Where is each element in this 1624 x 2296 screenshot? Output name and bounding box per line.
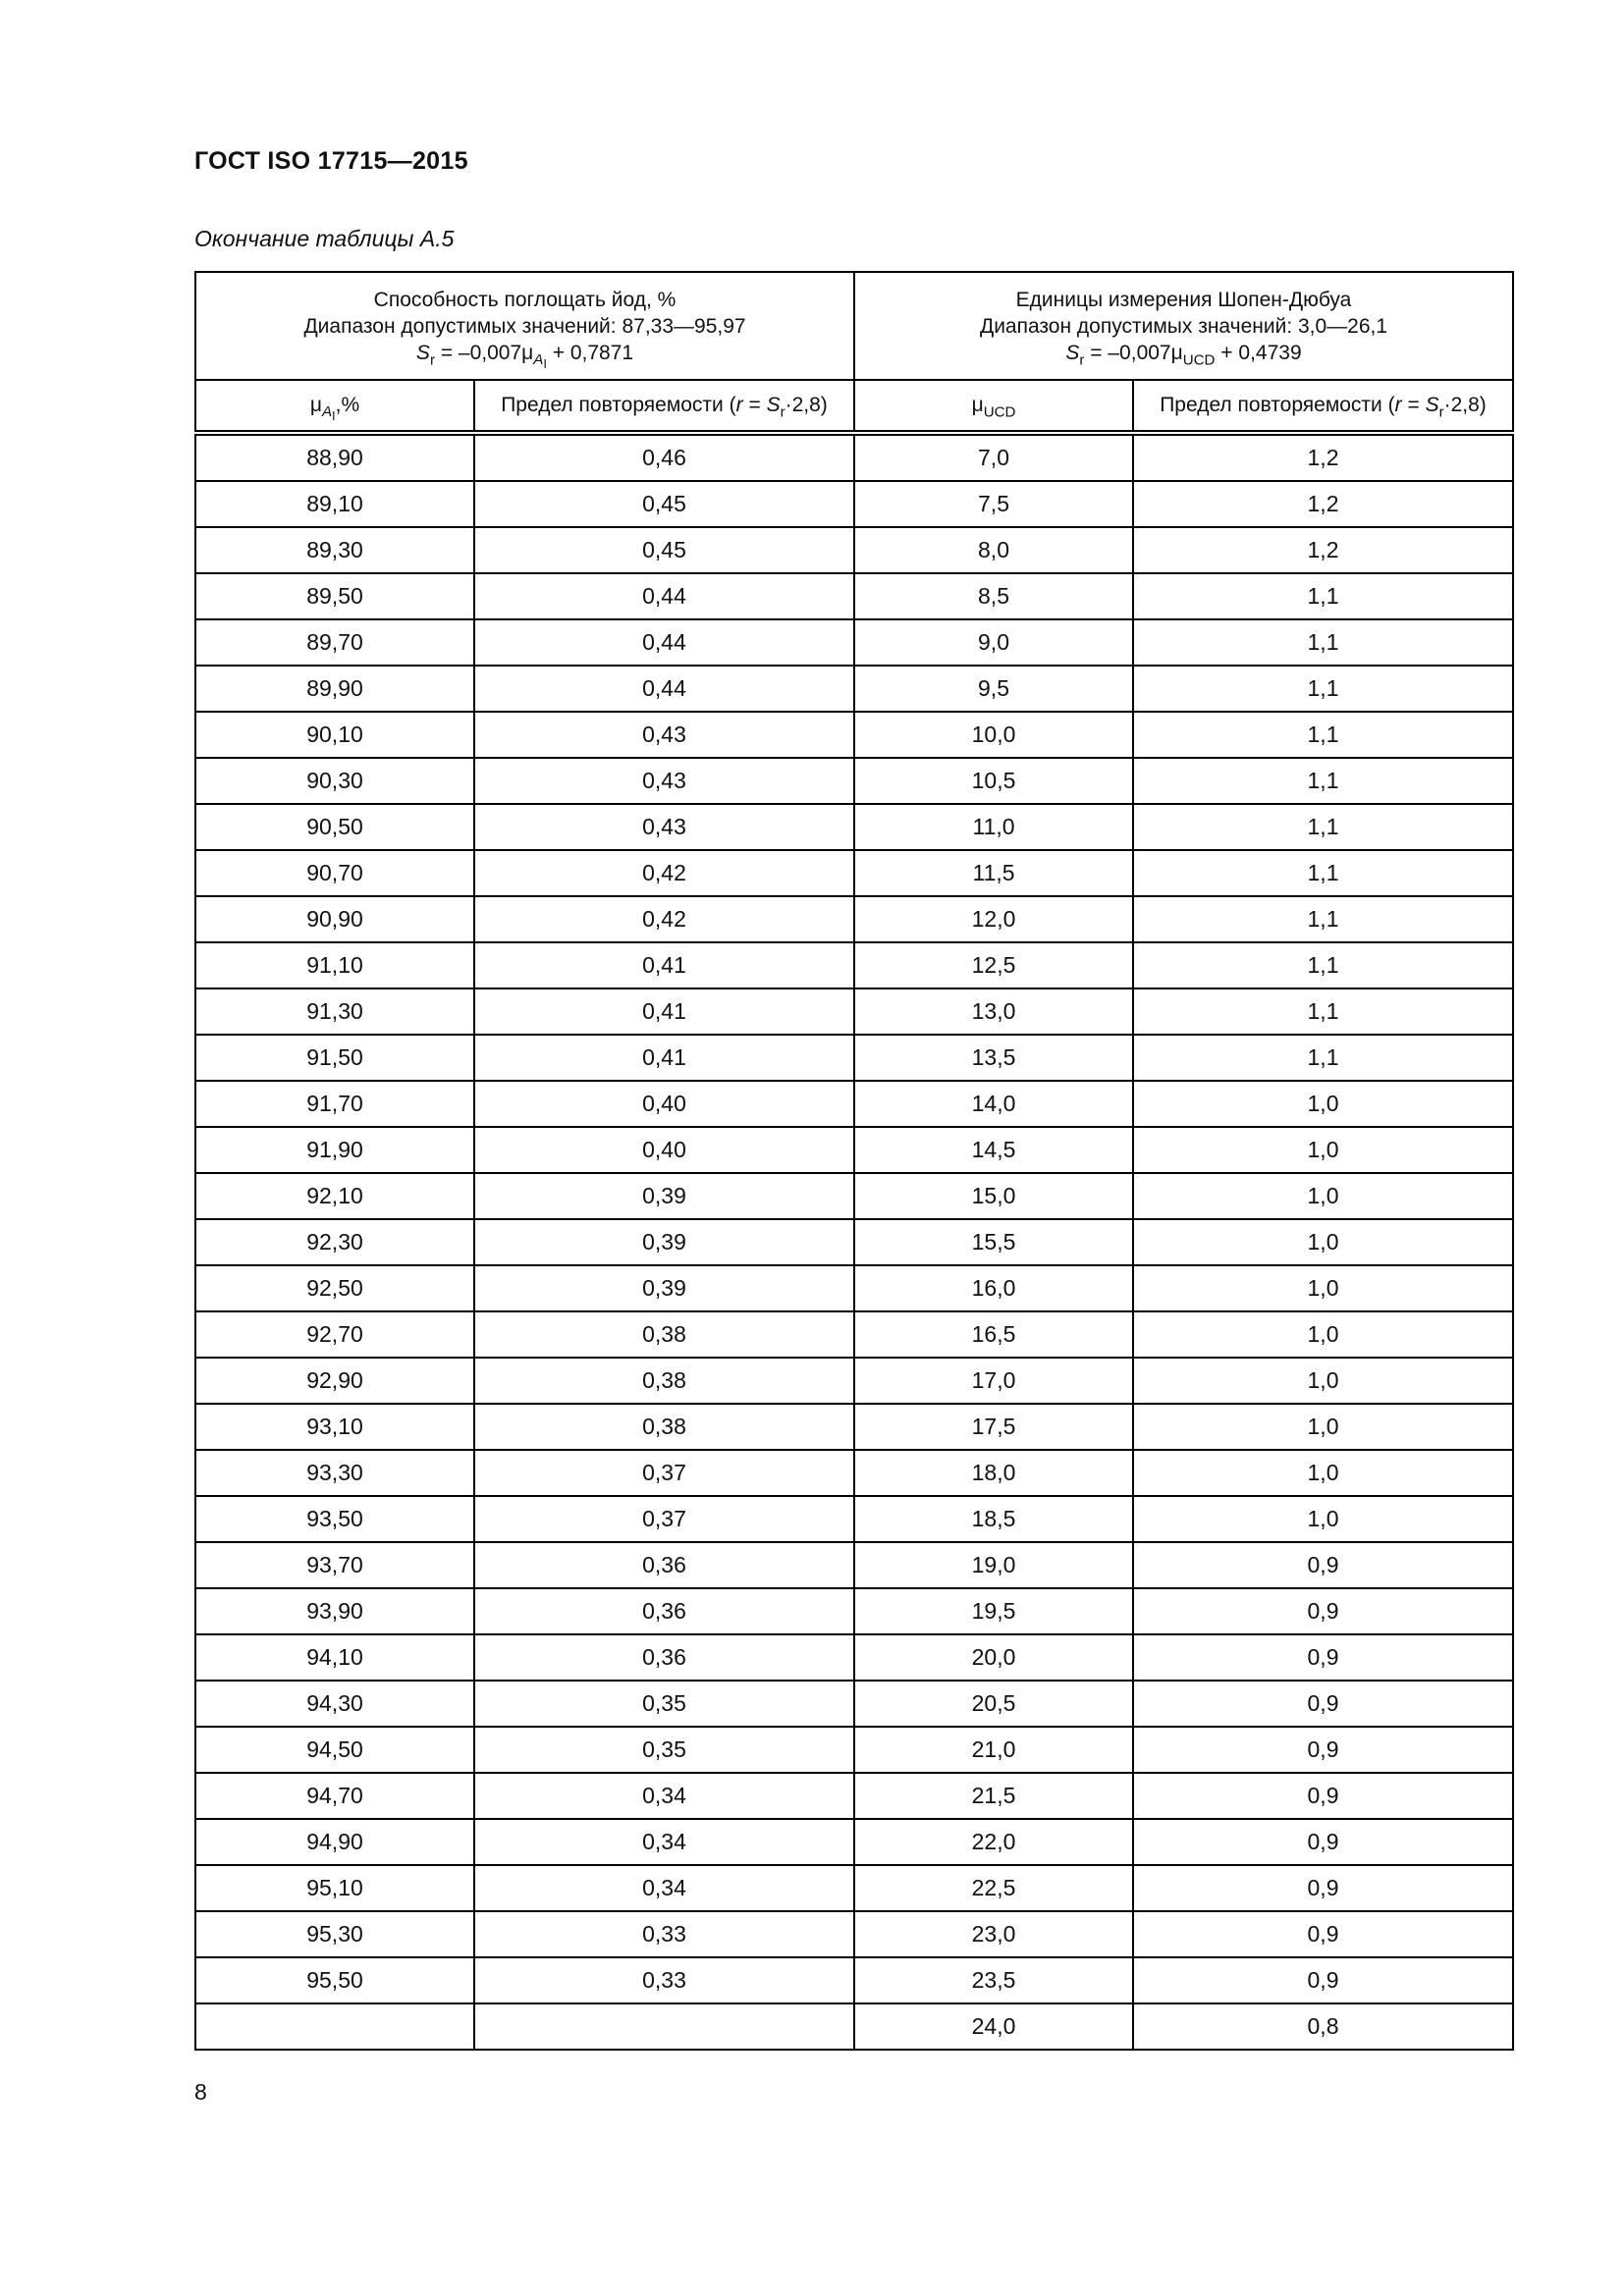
cell-repeatability-left: 0,36	[474, 1634, 854, 1681]
cell-repeatability-right: 1,1	[1133, 758, 1513, 804]
cell-repeatability-left: 0,40	[474, 1127, 854, 1173]
cell-repeatability-right: 0,9	[1133, 1957, 1513, 2003]
cell-repeatability-left: 0,36	[474, 1588, 854, 1634]
table-row	[195, 1588, 1513, 1634]
cell-mu-ucd: 11,5	[854, 850, 1133, 896]
cell-mu-ai: 88,90	[195, 433, 474, 481]
cell-mu-ai: 93,50	[195, 1496, 474, 1542]
cell-mu-ai: 93,10	[195, 1404, 474, 1450]
cell-repeatability-left: 0,44	[474, 619, 854, 666]
cell-repeatability-right: 1,1	[1133, 896, 1513, 942]
cell-repeatability-right: 1,2	[1133, 481, 1513, 527]
cell-mu-ucd: 14,5	[854, 1127, 1133, 1173]
cell-mu-ucd: 13,5	[854, 1035, 1133, 1081]
table-row	[195, 1311, 1513, 1358]
table-row	[195, 1634, 1513, 1681]
cell-repeatability-right: 1,0	[1133, 1358, 1513, 1404]
cell-mu-ai: 94,30	[195, 1681, 474, 1727]
table-row	[195, 988, 1513, 1035]
table-row	[195, 619, 1513, 666]
cell-mu-ai: 92,30	[195, 1219, 474, 1265]
cell-repeatability-right: 0,9	[1133, 1727, 1513, 1773]
cell-repeatability-right: 1,1	[1133, 942, 1513, 988]
table-row	[195, 1681, 1513, 1727]
table-row	[195, 1265, 1513, 1311]
cell-mu-ai: 91,10	[195, 942, 474, 988]
cell-mu-ucd: 20,5	[854, 1681, 1133, 1727]
cell-mu-ucd: 21,5	[854, 1773, 1133, 1819]
cell-repeatability-right: 1,0	[1133, 1219, 1513, 1265]
cell-mu-ai: 93,90	[195, 1588, 474, 1634]
cell-repeatability-left: 0,45	[474, 527, 854, 573]
cell-repeatability-left: 0,34	[474, 1819, 854, 1865]
table-row	[195, 481, 1513, 527]
col-header-repeatability-left: Предел повторяемости $(r = S_r\cdot 2,8)$	[474, 380, 854, 433]
cell-repeatability-left: 0,43	[474, 712, 854, 758]
group-left-formula: $S_r = -0,007\mu_{A_I} + 0,7871$	[415, 341, 634, 371]
cell-repeatability-right: 1,0	[1133, 1173, 1513, 1219]
table-row	[195, 850, 1513, 896]
cell-repeatability-left: 0,45	[474, 481, 854, 527]
cell-mu-ai: 95,30	[195, 1911, 474, 1957]
cell-repeatability-right: 0,9	[1133, 1681, 1513, 1727]
table-row	[195, 527, 1513, 573]
cell-mu-ucd: 11,0	[854, 804, 1133, 850]
cell-repeatability-right: 1,1	[1133, 619, 1513, 666]
cell-mu-ucd: 10,0	[854, 712, 1133, 758]
table-row	[195, 1957, 1513, 2003]
cell-repeatability-right: 1,1	[1133, 1035, 1513, 1081]
col-header-repeatability-right: Предел повторяемости $(r = S_r\cdot 2,8)$	[1133, 380, 1513, 433]
cell-mu-ai: 90,10	[195, 712, 474, 758]
cell-mu-ai: 90,90	[195, 896, 474, 942]
table-row	[195, 433, 1513, 481]
cell-repeatability-left: 0,35	[474, 1681, 854, 1727]
cell-mu-ai: 94,90	[195, 1819, 474, 1865]
cell-mu-ai: 93,30	[195, 1450, 474, 1496]
cell-repeatability-right: 1,1	[1133, 573, 1513, 619]
cell-repeatability-right: 1,1	[1133, 988, 1513, 1035]
cell-mu-ai: 89,90	[195, 666, 474, 712]
cell-repeatability-left: 0,33	[474, 1957, 854, 2003]
cell-mu-ucd: 9,5	[854, 666, 1133, 712]
cell-repeatability-right: 0,9	[1133, 1911, 1513, 1957]
cell-mu-ucd: 19,0	[854, 1542, 1133, 1588]
table-row	[195, 573, 1513, 619]
group-header-row	[195, 272, 1513, 380]
cell-mu-ucd: 14,0	[854, 1081, 1133, 1127]
cell-repeatability-right: 0,9	[1133, 1542, 1513, 1588]
cell-mu-ucd: 10,5	[854, 758, 1133, 804]
cell-mu-ai: 94,50	[195, 1727, 474, 1773]
cell-repeatability-left: 0,35	[474, 1727, 854, 1773]
table-row	[195, 1035, 1513, 1081]
cell-mu-ai: 95,50	[195, 1957, 474, 2003]
cell-repeatability-left: 0,40	[474, 1081, 854, 1127]
cell-mu-ai: 89,10	[195, 481, 474, 527]
cell-repeatability-left: 0,38	[474, 1311, 854, 1358]
cell-mu-ai: 94,10	[195, 1634, 474, 1681]
cell-mu-ucd: 16,0	[854, 1265, 1133, 1311]
cell-mu-ai: 90,30	[195, 758, 474, 804]
table-row	[195, 1219, 1513, 1265]
group-right-title: Единицы измерения Шопен-Дюбуа	[1015, 288, 1352, 311]
cell-repeatability-right: 1,0	[1133, 1081, 1513, 1127]
cell-mu-ucd: 22,5	[854, 1865, 1133, 1911]
cell-mu-ucd: 22,0	[854, 1819, 1133, 1865]
cell-repeatability-right: 1,0	[1133, 1311, 1513, 1358]
cell-repeatability-right: 1,0	[1133, 1127, 1513, 1173]
cell-mu-ai: 90,70	[195, 850, 474, 896]
cell-mu-ai: 89,70	[195, 619, 474, 666]
table-row	[195, 942, 1513, 988]
cell-mu-ucd: 7,5	[854, 481, 1133, 527]
cell-repeatability-right: 1,1	[1133, 850, 1513, 896]
cell-mu-ucd: 8,0	[854, 527, 1133, 573]
cell-repeatability-left: 0,44	[474, 666, 854, 712]
cell-repeatability-left: 0,39	[474, 1173, 854, 1219]
cell-mu-ucd: 12,0	[854, 896, 1133, 942]
cell-repeatability-right: 0,9	[1133, 1634, 1513, 1681]
cell-mu-ucd: 20,0	[854, 1634, 1133, 1681]
document-title: ГОСТ ISO 17715—2015	[194, 147, 468, 175]
page-number: 8	[194, 2079, 207, 2105]
table-row	[195, 1865, 1513, 1911]
table-row	[195, 896, 1513, 942]
cell-repeatability-left	[474, 2003, 854, 2050]
cell-repeatability-right: 0,9	[1133, 1588, 1513, 1634]
cell-repeatability-right: 0,9	[1133, 1819, 1513, 1865]
col-header-mu-ucd: $\mu_{UCD}$	[854, 380, 1133, 433]
cell-mu-ucd: 13,0	[854, 988, 1133, 1035]
table-row	[195, 1127, 1513, 1173]
cell-repeatability-right: 1,2	[1133, 433, 1513, 481]
cell-mu-ucd: 7,0	[854, 433, 1133, 481]
cell-repeatability-left: 0,41	[474, 988, 854, 1035]
cell-mu-ai: 95,10	[195, 1865, 474, 1911]
cell-mu-ucd: 23,5	[854, 1957, 1133, 2003]
table-row	[195, 1773, 1513, 1819]
group-right-range: Диапазон допустимых значений: 3,0—26,1	[979, 314, 1388, 338]
table-row	[195, 1358, 1513, 1404]
cell-repeatability-left: 0,44	[474, 573, 854, 619]
cell-mu-ucd: 16,5	[854, 1311, 1133, 1358]
cell-mu-ai: 91,50	[195, 1035, 474, 1081]
cell-mu-ai	[195, 2003, 474, 2050]
cell-repeatability-right: 1,0	[1133, 1265, 1513, 1311]
cell-mu-ai: 94,70	[195, 1773, 474, 1819]
table-row	[195, 2003, 1513, 2050]
column-header-row	[195, 380, 1513, 433]
cell-repeatability-left: 0,37	[474, 1496, 854, 1542]
cell-mu-ai: 91,70	[195, 1081, 474, 1127]
table-caption: Окончание таблицы А.5	[194, 226, 455, 251]
table-row	[195, 1173, 1513, 1219]
cell-mu-ai: 89,50	[195, 573, 474, 619]
cell-mu-ucd: 24,0	[854, 2003, 1133, 2050]
table-row	[195, 1450, 1513, 1496]
cell-mu-ai: 92,10	[195, 1173, 474, 1219]
cell-repeatability-left: 0,41	[474, 942, 854, 988]
cell-repeatability-left: 0,38	[474, 1404, 854, 1450]
cell-mu-ai: 92,50	[195, 1265, 474, 1311]
cell-repeatability-left: 0,36	[474, 1542, 854, 1588]
table-row	[195, 1819, 1513, 1865]
cell-repeatability-right: 1,0	[1133, 1496, 1513, 1542]
table-row	[195, 666, 1513, 712]
cell-mu-ucd: 15,5	[854, 1219, 1133, 1265]
table-row	[195, 758, 1513, 804]
cell-repeatability-left: 0,41	[474, 1035, 854, 1081]
cell-mu-ucd: 12,5	[854, 942, 1133, 988]
cell-repeatability-left: 0,39	[474, 1265, 854, 1311]
group-right-formula: $S_r = -0,007\mu_{UCD} + 0,4739$	[1065, 341, 1302, 368]
cell-mu-ucd: 21,0	[854, 1727, 1133, 1773]
cell-mu-ucd: 18,5	[854, 1496, 1133, 1542]
cell-mu-ai: 93,70	[195, 1542, 474, 1588]
table-row	[195, 1404, 1513, 1450]
cell-mu-ucd: 17,5	[854, 1404, 1133, 1450]
repeatability-table	[194, 271, 1514, 2051]
group-header-iodine	[195, 272, 854, 380]
table-row	[195, 1911, 1513, 1957]
table-row	[195, 1496, 1513, 1542]
cell-repeatability-left: 0,39	[474, 1219, 854, 1265]
cell-repeatability-right: 1,0	[1133, 1404, 1513, 1450]
cell-repeatability-right: 0,9	[1133, 1773, 1513, 1819]
cell-mu-ai: 89,30	[195, 527, 474, 573]
cell-mu-ai: 92,90	[195, 1358, 474, 1404]
cell-mu-ai: 91,30	[195, 988, 474, 1035]
table-row	[195, 1542, 1513, 1588]
cell-repeatability-right: 0,8	[1133, 2003, 1513, 2050]
cell-mu-ai: 91,90	[195, 1127, 474, 1173]
cell-repeatability-right: 1,0	[1133, 1450, 1513, 1496]
table-row	[195, 804, 1513, 850]
cell-mu-ai: 92,70	[195, 1311, 474, 1358]
cell-repeatability-left: 0,42	[474, 896, 854, 942]
cell-mu-ucd: 18,0	[854, 1450, 1133, 1496]
cell-mu-ucd: 8,5	[854, 573, 1133, 619]
cell-mu-ucd: 9,0	[854, 619, 1133, 666]
cell-mu-ucd: 15,0	[854, 1173, 1133, 1219]
cell-repeatability-left: 0,33	[474, 1911, 854, 1957]
table-header	[195, 272, 1513, 433]
cell-mu-ucd: 23,0	[854, 1911, 1133, 1957]
table-row	[195, 1081, 1513, 1127]
cell-repeatability-left: 0,43	[474, 804, 854, 850]
cell-mu-ucd: 17,0	[854, 1358, 1133, 1404]
cell-repeatability-right: 1,2	[1133, 527, 1513, 573]
table-row	[195, 1727, 1513, 1773]
col-header-mu-ai: $\mu_{A_I},\%$	[195, 380, 474, 433]
group-left-range: Диапазон допустимых значений: 87,33—95,97	[303, 314, 746, 338]
cell-repeatability-left: 0,42	[474, 850, 854, 896]
cell-repeatability-right: 1,1	[1133, 804, 1513, 850]
cell-repeatability-left: 0,34	[474, 1865, 854, 1911]
cell-repeatability-right: 0,9	[1133, 1865, 1513, 1911]
cell-repeatability-right: 1,1	[1133, 666, 1513, 712]
cell-repeatability-left: 0,34	[474, 1773, 854, 1819]
cell-mu-ai: 90,50	[195, 804, 474, 850]
cell-repeatability-left: 0,38	[474, 1358, 854, 1404]
cell-mu-ucd: 19,5	[854, 1588, 1133, 1634]
group-left-title: Способность поглощать йод, %	[373, 288, 677, 311]
cell-repeatability-right: 1,1	[1133, 712, 1513, 758]
table-row	[195, 712, 1513, 758]
cell-repeatability-left: 0,43	[474, 758, 854, 804]
cell-repeatability-left: 0,46	[474, 433, 854, 481]
table-body	[195, 433, 1513, 2050]
cell-repeatability-left: 0,37	[474, 1450, 854, 1496]
group-header-chopin	[854, 272, 1513, 380]
